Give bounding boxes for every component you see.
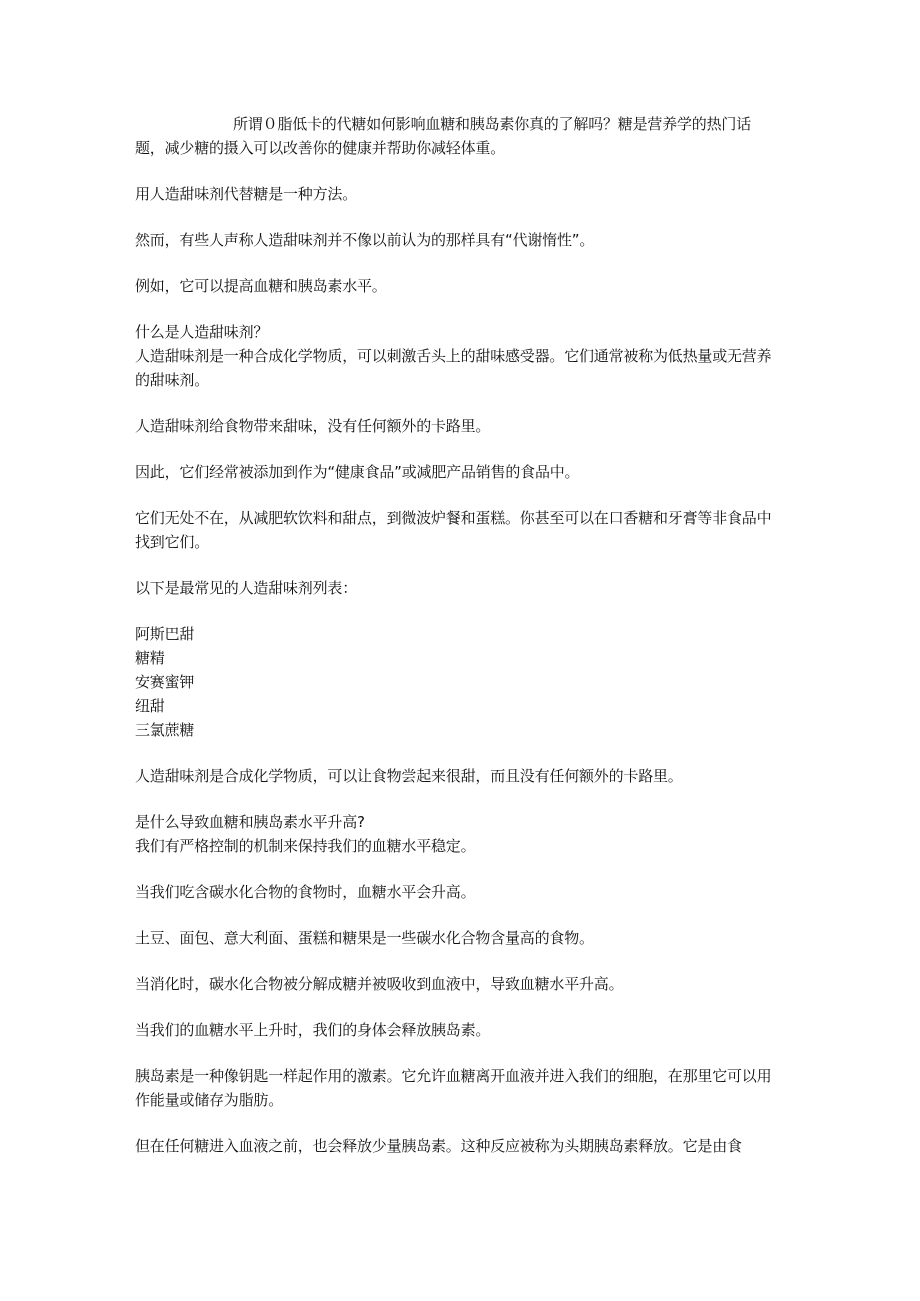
paragraph: 用人造甜味剂代替糖是一种方法。 — [135, 185, 358, 203]
list-item: 三氯蔗糖 — [135, 721, 195, 739]
list-item: 阿斯巴甜 — [135, 625, 195, 643]
paragraph: 当我们的血糖水平上升时，我们的身体会释放胰岛素。 — [135, 1021, 491, 1039]
paragraph: 例如，它可以提高血糖和胰岛素水平。 — [135, 277, 387, 295]
paragraph: 以下是最常见的人造甜味剂列表： — [135, 579, 358, 597]
section-heading: 什么是人造甜味剂？ — [135, 323, 269, 341]
paragraph: 然而，有些人声称人造甜味剂并不像以前认为的那样具有“代谢惰性”。 — [135, 231, 595, 249]
list-item: 纽甜 — [135, 697, 165, 715]
list-item: 糖精 — [135, 649, 165, 667]
paragraph: 人造甜味剂是一种合成化学物质，可以刺激舌头上的甜味感受器。它们通常被称为低热量或无营养的甜味剂。 — [135, 347, 772, 389]
section-heading: 是什么导致血糖和胰岛素水平升高? — [135, 813, 365, 831]
paragraph: 人造甜味剂是合成化学物质，可以让食物尝起来很甜，而且没有任何额外的卡路里。 — [135, 767, 683, 785]
intro-paragraph: 所谓０脂低卡的代糖如何影响血糖和胰岛素你真的了解吗？糖是营养学的热门话题，减少糖的摄入可以改善你的健康并帮助你减轻体重。 — [135, 115, 752, 157]
paragraph: 人造甜味剂给食物带来甜味，没有任何额外的卡路里。 — [135, 417, 491, 435]
paragraph: 胰岛素是一种像钥匙一样起作用的激素。它允许血糖离开血液并进入我们的细胞，在那里它可以用作能量或储存为脂肪。 — [135, 1067, 772, 1109]
paragraph: 因此，它们经常被添加到作为“健康食品”或减肥产品销售的食品中。 — [135, 463, 580, 481]
paragraph: 我们有严格控制的机制来保持我们的血糖水平稳定。 — [135, 837, 476, 855]
document-body — [135, 112, 775, 1180]
paragraph: 当消化时，碳水化合物被分解成糖并被吸收到血液中，导致血糖水平升高。 — [135, 975, 624, 993]
paragraph: 当我们吃含碳水化合物的食物时，血糖水平会升高。 — [135, 883, 476, 901]
paragraph: 但在任何糖进入血液之前，也会释放少量胰岛素。这种反应被称为头期胰岛素释放。它是由食 — [135, 1137, 742, 1155]
list-item: 安赛蜜钾 — [135, 673, 195, 691]
paragraph: 它们无处不在，从减肥软饮料和甜点，到微波炉餐和蛋糕。你甚至可以在口香糖和牙膏等非食品中找到它们。 — [135, 509, 772, 551]
sweetener-list — [135, 622, 775, 742]
paragraph: 土豆、面包、意大利面、蛋糕和糖果是一些碳水化合物含量高的食物。 — [135, 929, 594, 947]
